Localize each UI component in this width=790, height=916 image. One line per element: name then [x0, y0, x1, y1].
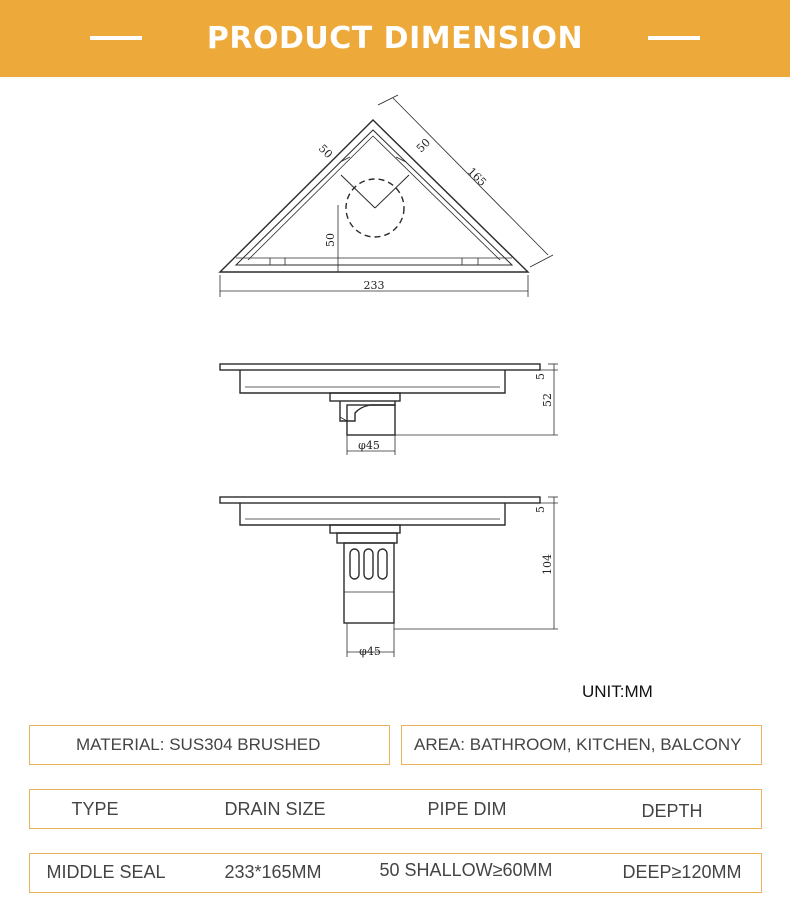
area-box	[401, 725, 762, 765]
value-pipe-dim: 50 SHALLOW≥60MM	[379, 860, 553, 880]
label-height: 50	[324, 233, 337, 247]
drain-pipe-shallow	[347, 405, 395, 435]
label-pipe-deep: φ45	[359, 645, 381, 658]
triangle-outer-outline	[220, 120, 528, 272]
flange-plate	[220, 364, 540, 370]
seal-trap	[340, 401, 395, 421]
label-depth-deep: 104	[541, 554, 554, 575]
triangle-inner-rim	[248, 136, 500, 260]
label-diagonal: 165	[464, 164, 489, 189]
label-flange-deep: 5	[534, 506, 547, 513]
value-depth: DEEP≥120MM	[622, 862, 742, 882]
label-width: 233	[363, 279, 385, 292]
technical-drawing	[0, 77, 790, 677]
label-pipe-shallow: φ45	[358, 439, 380, 452]
side-view-shallow	[220, 364, 558, 455]
header-right-dash	[648, 36, 700, 40]
value-type: MIDDLE SEAL	[46, 862, 166, 882]
label-side-right: 50	[413, 136, 434, 156]
header-pipe-dim: PIPE DIM	[427, 799, 507, 819]
material-box	[29, 725, 390, 765]
drain-collar	[330, 393, 400, 401]
top-view	[220, 95, 553, 297]
flange-plate-deep	[220, 497, 540, 503]
header-banner	[0, 0, 790, 77]
header-type: TYPE	[71, 799, 119, 819]
drain-collar-deep	[330, 525, 400, 533]
side-view-deep	[220, 497, 558, 657]
header-drain-size: DRAIN SIZE	[224, 799, 326, 819]
area-text: AREA: BATHROOM, KITCHEN, BALCONY	[414, 735, 742, 754]
label-side-left: 50	[315, 141, 335, 162]
triangle-inner-outline	[236, 130, 512, 265]
tray-body	[240, 370, 505, 393]
page-title: PRODUCT DIMENSION	[206, 21, 584, 56]
label-flange-shallow: 5	[534, 373, 547, 380]
tray-body-deep	[240, 503, 505, 525]
label-depth-shallow: 52	[541, 393, 554, 407]
header-depth: DEPTH	[641, 801, 703, 821]
unit-label: UNIT:MM	[582, 682, 653, 701]
material-text: MATERIAL: SUS304 BRUSHED	[76, 735, 321, 754]
value-drain-size: 233*165MM	[224, 862, 322, 882]
